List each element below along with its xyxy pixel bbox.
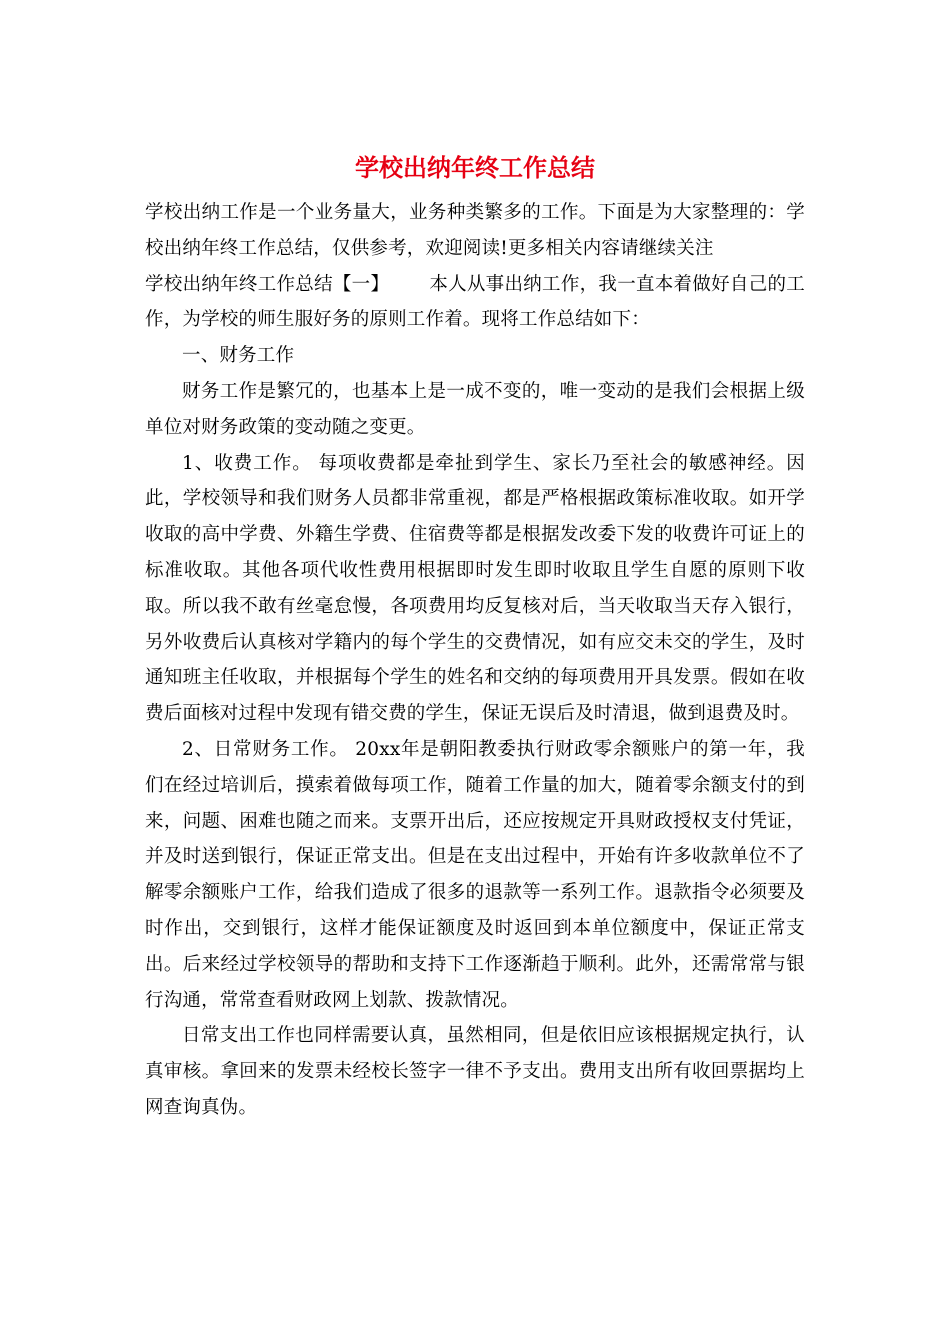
section-one-paragraph xyxy=(145,267,805,339)
section-one-lead: 本人从事出纳工作，我一直本着做好自己的工作，为学校的师生服好务的原则工作着。现将工作总结如下： xyxy=(145,273,805,331)
section-one-heading: 学校出纳年终工作总结【一】 xyxy=(145,273,390,295)
document-title: 学校出纳年终工作总结 xyxy=(355,154,595,182)
finance-heading: 一、财务工作 xyxy=(182,345,295,367)
document-body xyxy=(145,195,805,1126)
finance-paragraph: 财务工作是繁冗的，也基本上是一成不变的，唯一变动的是我们会根据上级单位对财务政策的变动随之变更。 xyxy=(145,380,805,438)
fees-paragraph: 1、收费工作。 每项收费都是牵扯到学生、家长乃至社会的敏感神经。因此，学校领导和我们财务人员都非常重视，都是严格根据政策标准收取。如开学收取的高中学费、外籍生学费、住宿费等都是根据发改委下发的收费许可证上的标准收取。其他各项代收性费用根据即时发生即时收取且学生自愿的原则下收取。所以我不敢有丝毫怠慢，各项费用均反复核对后，当天收取当天存入银行，另外收费后认真核对学籍内的每个学生的交费情况，如有应交未交的学生，及时通知班主任收取，并根据每个学生的姓名和交纳的每项费用开具发票。假如在收费后面核对过程中发现有错交费的学生，保证无误后及时清退，做到退费及时。 xyxy=(145,452,805,725)
daily-work-paragraph: 2、日常财务工作。 20xx年是朝阳教委执行财政零余额账户的第一年，我们在经过培训后，摸索着做每项工作，随着工作量的加大，随着零余额支付的到来，问题、困难也随之而来。支票开出后，还应按规定开具财政授权支付凭证，并及时送到银行，保证正常支出。但是在支出过程中，开始有许多收款单位不了解零余额账户工作，给我们造成了很多的退款等一系列工作。退款指令必须要及时作出，交到银行，这样才能保证额度及时返回到本单位额度中，保证正常支出。后来经过学校领导的帮助和支持下工作逐渐趋于顺利。此外，还需常常与银行沟通，常常查看财政网上划款、拨款情况。 xyxy=(145,738,805,1011)
intro-paragraph: 学校出纳工作是一个业务量大，业务种类繁多的工作。下面是为大家整理的：学校出纳年终工作总结，仅供参考，欢迎阅读!更多相关内容请继续关注 xyxy=(145,202,805,259)
expense-paragraph: 日常支出工作也同样需要认真，虽然相同，但是依旧应该根据规定执行，认真审核。拿回来的发票未经校长签字一律不予支出。费用支出所有收回票据均上网查询真伪。 xyxy=(145,1025,805,1118)
